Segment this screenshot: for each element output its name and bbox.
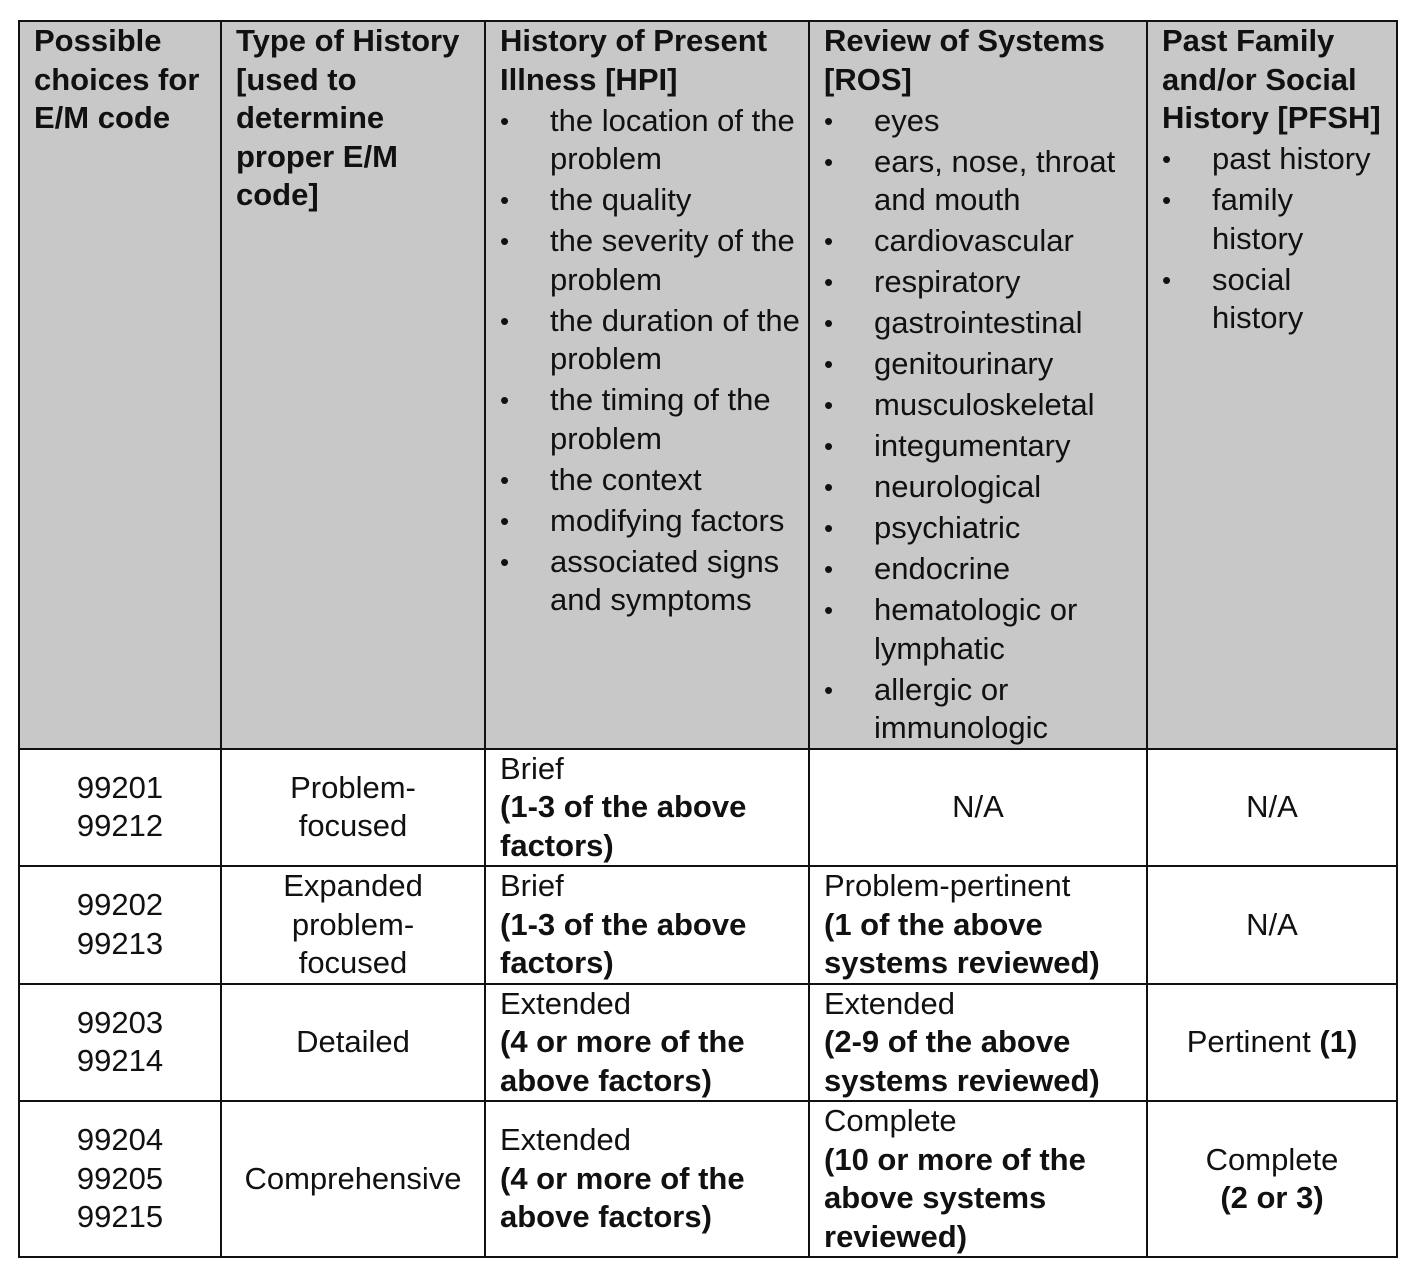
list-item: • neurological xyxy=(824,468,1138,507)
ros-level: Complete xyxy=(824,1103,957,1138)
em-code: 99201 xyxy=(76,769,164,805)
header-title: Past Family and/or Social History [PFSH] xyxy=(1162,23,1381,135)
pfsh-value: N/A xyxy=(1246,906,1298,942)
hpi-level: Brief xyxy=(500,750,564,786)
pfsh-level: Pertinent xyxy=(1186,1024,1311,1059)
ros-cell xyxy=(809,1101,1147,1257)
table-row xyxy=(19,1101,1397,1257)
ros-detail: (10 or more of the above systems reviewed) xyxy=(824,1141,1086,1254)
pfsh-detail: (1) xyxy=(1319,1024,1358,1059)
em-code: 99214 xyxy=(76,1043,164,1079)
history-type-text: problem- xyxy=(291,906,415,942)
header-possible-choices xyxy=(19,21,221,749)
ros-cell xyxy=(809,866,1147,984)
pfsh-value: N/A xyxy=(1246,789,1298,824)
em-code-cell xyxy=(19,749,221,867)
list-item: • genitourinary xyxy=(824,345,1138,384)
hpi-cell xyxy=(485,866,809,984)
list-item: • hematologic or lymphatic xyxy=(824,591,1138,668)
pfsh-cell xyxy=(1147,984,1397,1102)
history-type-cell xyxy=(221,749,485,867)
ros-value: N/A xyxy=(952,789,1004,824)
header-row xyxy=(19,21,1397,749)
history-type-text: Expanded xyxy=(283,868,423,903)
hpi-detail: (1-3 of the above factors) xyxy=(500,906,747,980)
em-code-cell xyxy=(19,866,221,984)
list-item: • past history xyxy=(1162,140,1388,179)
list-item: • ears, nose, throat and mouth xyxy=(824,143,1138,220)
pfsh-list xyxy=(1162,140,1388,338)
table-row xyxy=(19,749,1397,867)
header-title: History of Present Illness [HPI] xyxy=(500,23,768,97)
hpi-level: Extended xyxy=(500,985,631,1021)
em-code: 99202 xyxy=(76,887,164,923)
history-type-text: Problem- xyxy=(290,769,416,805)
hpi-detail: (4 or more of the above factors) xyxy=(500,1160,745,1235)
hpi-cell xyxy=(485,1101,809,1257)
header-pfsh xyxy=(1147,21,1397,749)
pfsh-level: Complete xyxy=(1205,1141,1339,1177)
list-item: • the quality xyxy=(500,181,800,220)
list-item: • integumentary xyxy=(824,427,1138,466)
list-item: • the duration of the problem xyxy=(500,302,800,379)
history-type-cell xyxy=(221,1101,485,1257)
em-code: 99213 xyxy=(76,925,164,961)
em-code: 99203 xyxy=(76,1004,164,1040)
hpi-level: Extended xyxy=(500,1122,631,1158)
em-code-cell xyxy=(19,1101,221,1257)
em-code-cell xyxy=(19,984,221,1102)
list-item: • the severity of the problem xyxy=(500,222,800,299)
list-item: • social history xyxy=(1162,261,1388,338)
list-item: • gastrointestinal xyxy=(824,304,1138,343)
header-type-of-history xyxy=(221,21,485,749)
list-item: • allergic or immunologic xyxy=(824,671,1138,748)
em-history-table xyxy=(18,20,1398,1258)
history-type-cell xyxy=(221,866,485,984)
header-title: Review of Systems [ROS] xyxy=(824,23,1105,97)
ros-cell xyxy=(809,984,1147,1102)
list-item: • respiratory xyxy=(824,263,1138,302)
hpi-cell xyxy=(485,749,809,867)
pfsh-cell xyxy=(1147,1101,1397,1257)
list-item: • eyes xyxy=(824,102,1138,141)
list-item: • cardiovascular xyxy=(824,222,1138,261)
history-type-text: Detailed xyxy=(296,1024,410,1059)
history-type-text: Comprehensive xyxy=(244,1160,462,1196)
history-type-text: focused xyxy=(298,808,408,844)
em-code: 99204 xyxy=(76,1122,164,1158)
pfsh-cell xyxy=(1147,749,1397,867)
table-row xyxy=(19,866,1397,984)
header-ros xyxy=(809,21,1147,749)
list-item: • the timing of the problem xyxy=(500,381,800,458)
list-item: • the context xyxy=(500,461,800,500)
ros-detail: (1 of the above systems reviewed) xyxy=(824,906,1100,980)
hpi-level: Brief xyxy=(500,868,564,903)
pfsh-detail: (2 or 3) xyxy=(1220,1180,1324,1215)
hpi-detail: (1-3 of the above factors) xyxy=(500,789,747,863)
ros-level: Problem-pertinent xyxy=(824,868,1071,903)
history-type-cell xyxy=(221,984,485,1102)
list-item: • family history xyxy=(1162,181,1388,258)
em-code: 99212 xyxy=(76,808,164,844)
list-item: • the location of the problem xyxy=(500,102,800,179)
list-item: • modifying factors xyxy=(500,502,800,541)
hpi-detail: (4 or more of the above factors) xyxy=(500,1024,745,1098)
ros-detail: (2-9 of the above systems reviewed) xyxy=(824,1024,1100,1098)
em-code: 99205 xyxy=(76,1160,164,1196)
list-item: • psychiatric xyxy=(824,509,1138,548)
list-item: • associated signs and symptoms xyxy=(500,543,800,620)
header-hpi xyxy=(485,21,809,749)
header-title: Type of History [used to determine proper E/M code] xyxy=(236,23,460,212)
history-type-text: focused xyxy=(298,945,408,980)
header-title: Possible choices for E/M code xyxy=(34,23,200,135)
list-item: • endocrine xyxy=(824,550,1138,589)
table-row xyxy=(19,984,1397,1102)
hpi-cell xyxy=(485,984,809,1102)
ros-level: Extended xyxy=(824,985,955,1021)
em-code: 99215 xyxy=(76,1199,164,1235)
ros-system-list xyxy=(824,102,1138,748)
ros-cell xyxy=(809,749,1147,867)
pfsh-cell xyxy=(1147,866,1397,984)
hpi-factor-list xyxy=(500,102,800,620)
list-item: • musculoskeletal xyxy=(824,386,1138,425)
